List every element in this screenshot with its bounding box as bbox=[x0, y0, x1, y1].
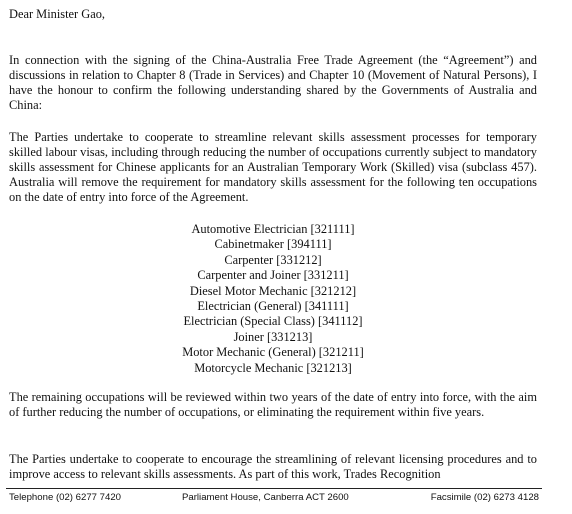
occupation-item: Cabinetmaker [394111] bbox=[214, 237, 332, 252]
occupation-list bbox=[9, 222, 537, 376]
footer-address: Parliament House, Canberra ACT 2600 bbox=[182, 492, 349, 503]
paragraph-review: The remaining occupations will be reviewed within two years of the date of entry into force, with the aim of further reducing the number of occupations, or eliminating the requirement within five years. bbox=[9, 390, 537, 419]
salutation: Dear Minister Gao, bbox=[9, 7, 105, 21]
paragraph-intro: In connection with the signing of the China-Australia Free Trade Agreement (the “Agreement”) and discussions in relation to Chapter 8 (Trade in Services) and Chapter 10 (Movement of Natural Persons), I have the honour to confirm the following understanding shared by the Governments of Australia and China: bbox=[9, 53, 537, 112]
occupation-item: Motorcycle Mechanic [321213] bbox=[194, 360, 352, 375]
occupation-item: Joiner [331213] bbox=[233, 329, 313, 344]
footer-telephone: Telephone (02) 6277 7420 bbox=[9, 492, 122, 503]
occupation-item: Diesel Motor Mechanic [321212] bbox=[189, 283, 357, 298]
footer-divider bbox=[6, 488, 542, 489]
occupation-item: Carpenter [331212] bbox=[224, 252, 322, 267]
occupation-item: Automotive Electrician [321111] bbox=[191, 222, 355, 236]
paragraph-licensing: The Parties undertake to cooperate to encourage the streamlining of relevant licensing procedures and to improve access to relevant skills assessments. As part of this work, Trades Recognition bbox=[9, 452, 537, 481]
occupation-item: Electrician (Special Class) [341112] bbox=[183, 314, 363, 329]
occupation-item: Carpenter and Joiner [331211] bbox=[197, 268, 349, 283]
occupation-item: Motor Mechanic (General) [321211] bbox=[182, 345, 364, 360]
occupation-item: Electrician (General) [341111] bbox=[197, 299, 349, 314]
paragraph-skills-assessment: The Parties undertake to cooperate to streamline relevant skills assessment processes for temporary skilled labour visas, including through reducing the number of occupations currently subject to mandatory skills assessment for Chinese applicants for an Australian Temporary Work (Skilled) visa (subclass 457). Australia will remove the requirement for mandatory skills assessment for the following ten occupations on the date of entry into force of the Agreement. bbox=[9, 130, 537, 204]
footer-facsimile: Facsimile (02) 6273 4128 bbox=[430, 492, 539, 503]
